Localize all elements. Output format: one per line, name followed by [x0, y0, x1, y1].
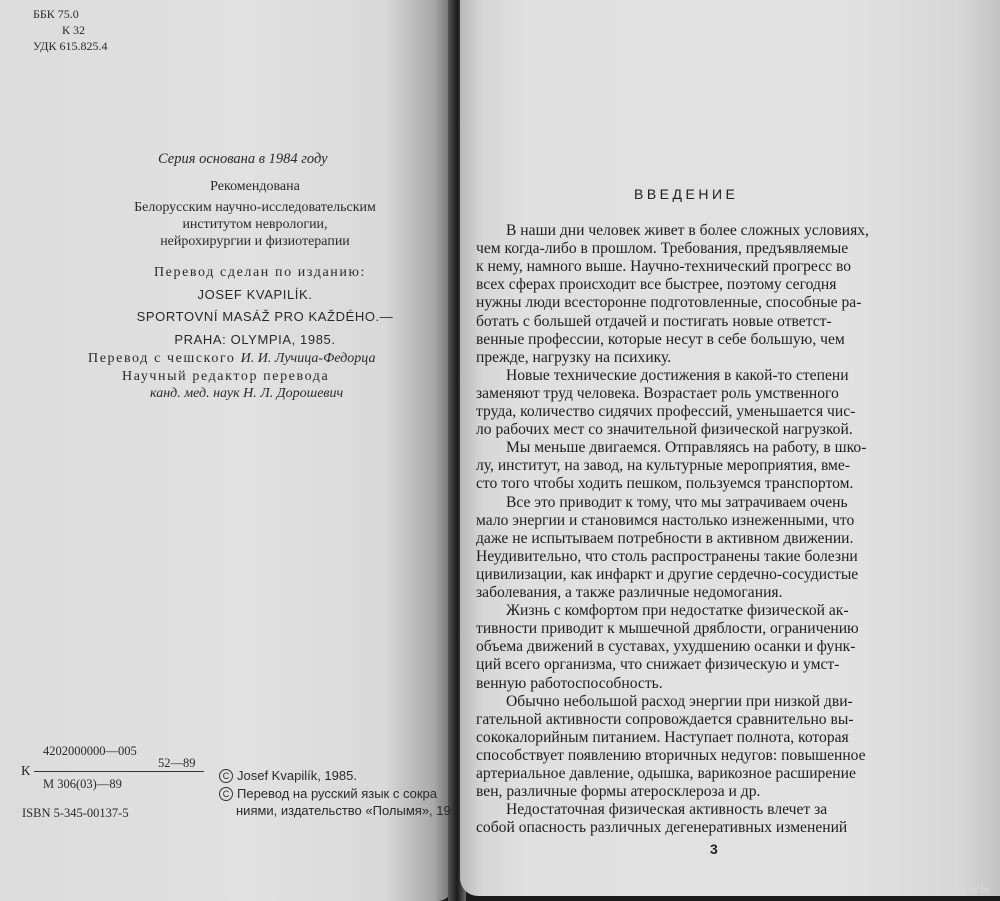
- body-line-text: Недостаточная физическая активность влечет за: [506, 801, 828, 819]
- body-line: [476, 729, 946, 747]
- left-page: [0, 0, 452, 901]
- copyright-line-3: ниями, издательство «Полымя», 19: [236, 803, 451, 818]
- body-line-text: цивилизации, как инфаркт и другие сердечно-сосудистые: [476, 565, 859, 583]
- translator-label: Перевод с чешского: [88, 351, 236, 366]
- body-line: [476, 331, 946, 349]
- k-letter: К: [21, 764, 31, 779]
- body-line-text: всех сферах происходит все быстрее, поэтому сегодня: [476, 276, 837, 294]
- original-author: JOSEF KVAPILÍK.: [197, 287, 313, 302]
- body-line-text: труда, количество сидячих профессий, уменьшается чис-: [476, 403, 856, 420]
- body-line-text: способствует появлению вторичных недугов: повышенное: [476, 746, 866, 764]
- k-fraction-top: 4202000000—005: [43, 744, 137, 758]
- body-line: [476, 675, 946, 693]
- body-line: [476, 530, 946, 548]
- k-suffix: 52—89: [158, 756, 196, 770]
- body-line-text: мало энергии и становимся настолько изнеженными, что: [476, 511, 855, 529]
- body-line: [476, 494, 946, 512]
- body-line-text: вен, различные формы атеросклероза и др.: [476, 783, 761, 801]
- editor-label: Научный редактор перевода: [122, 369, 330, 384]
- copyright-line-2: C Перевод на русский язык с сокра: [219, 786, 437, 801]
- body-line: [476, 620, 946, 638]
- body-line-text: Новые технические достижения в какой-то степени: [506, 366, 849, 384]
- body-line-text: чем когда-либо в прошлом. Требования, предъявляемые: [476, 240, 849, 258]
- body-line-text: Неудивительно, что столь распространены такие болезни: [476, 547, 858, 565]
- bbk-code: ББК 75.0: [33, 7, 79, 21]
- body-line: [476, 747, 946, 765]
- body-line: [476, 765, 946, 783]
- body-line: [476, 548, 946, 566]
- body-line: [476, 711, 946, 729]
- isbn: ISBN 5-345-00137-5: [22, 806, 129, 820]
- body-line: [476, 367, 946, 385]
- copyright-icon: C: [219, 787, 233, 801]
- body-line-text: объема движений в суставах, ухудшению осанки и функ-: [476, 638, 856, 656]
- body-line: [476, 421, 946, 439]
- body-line: [476, 313, 946, 331]
- translator-name: И. И. Лучица-Федорца: [240, 351, 376, 366]
- body-line: [476, 222, 946, 240]
- body-line-text: к нему, намного выше. Научно-технический прогресс во: [476, 258, 852, 276]
- body-line-text: ботать с большей отдачей и постигать новые ответст-: [476, 312, 832, 330]
- institution-line-1: Белорусским научно-исследовательским: [134, 200, 376, 215]
- body-line-text: ло рабочих мест со значительной физической нагрузкой.: [476, 421, 853, 439]
- body-line-text: гательной активности сопровождается сравнительно вы-: [476, 710, 854, 728]
- body-line: [476, 439, 946, 457]
- body-line: [476, 276, 946, 294]
- body-line: [476, 819, 946, 837]
- body-line: [476, 693, 946, 711]
- chapter-heading: ВВЕДЕНИЕ: [634, 186, 739, 202]
- body-line: [476, 584, 946, 602]
- body-line-text: Обычно небольшой расход энергии при низкой дви-: [506, 692, 853, 710]
- body-line-text: артериальное давление, одышка, варикозное расширение: [476, 765, 856, 782]
- watermark-text: www.ay.by: [944, 885, 992, 896]
- body-line: [476, 656, 946, 674]
- body-line-text: нужны люди всесторонне подготовленные, способные ра-: [476, 294, 862, 312]
- original-publisher: PRAHA: OLYMPIA, 1985.: [174, 332, 336, 347]
- page-number: 3: [710, 841, 718, 857]
- original-title: SPORTOVNÍ MASÁŽ PRO KAŽDÉHO.—: [136, 309, 394, 324]
- body-line-text: В наши дни человек живет в более сложных условиях,: [506, 222, 869, 239]
- body-line-text: венную работоспособность.: [476, 674, 663, 692]
- body-line: [476, 638, 946, 656]
- body-line: [476, 512, 946, 530]
- body-line: [476, 801, 946, 819]
- series-note: Серия основана в 1984 году: [158, 151, 328, 167]
- body-line-text: Все это приводит к тому, что мы затрачиваем очень: [506, 493, 848, 511]
- body-line-text: тивности приводит к мышечной дряблости, ограничению: [476, 620, 859, 638]
- body-line: [476, 566, 946, 584]
- body-line-text: Мы меньше двигаемся. Отправляясь на работу, в шко-: [506, 439, 867, 457]
- body-line-text: собой опасность различных дегенеративных изменений: [476, 819, 848, 837]
- body-line-text: сто того чтобы ходить пешком, пользуемся транспортом.: [476, 475, 854, 493]
- institution-line-3: нейрохирургии и физиотерапии: [160, 234, 350, 249]
- translation-source: Перевод сделан по изданию:: [153, 265, 367, 280]
- body-line: [476, 457, 946, 475]
- body-line: [476, 349, 946, 367]
- body-line: [476, 240, 946, 258]
- recommended-label: Рекомендована: [210, 179, 300, 194]
- body-line-text: сококалорийным питанием. Наступает полнота, которая: [476, 728, 849, 746]
- copyright-line-1: C Josef Kvapilík, 1985.: [219, 768, 357, 783]
- institution-line-2: институтом неврологии,: [182, 217, 328, 232]
- body-line-text: лу, институт, на завод, на культурные мероприятия, вме-: [476, 457, 851, 475]
- k-code: К 32: [62, 23, 86, 37]
- body-line-text: заболевания, а также различные недомогания.: [476, 584, 783, 601]
- k-fraction-line: [34, 771, 204, 772]
- body-line: [476, 294, 946, 312]
- body-line: [476, 385, 946, 403]
- body-line: [476, 783, 946, 801]
- translator-line: [88, 350, 375, 367]
- body-line-text: заменяют труд человека. Возрастает роль умственного: [476, 384, 839, 402]
- body-line-text: ций всего организма, что снижает физическую и умст-: [476, 656, 840, 674]
- editor-name: канд. мед. наук Н. Л. Дорошевич: [150, 386, 344, 401]
- body-line: [476, 602, 946, 620]
- copyright-icon: C: [219, 769, 233, 783]
- body-line-text: Жизнь с комфортом при недостатке физической ак-: [506, 602, 849, 620]
- body-line-text: венные профессии, которые несут в себе большую, чем: [476, 330, 845, 348]
- k-fraction-bottom: М 306(03)—89: [43, 777, 122, 791]
- body-line: [476, 475, 946, 493]
- udk-code: УДК 615.825.4: [33, 39, 108, 53]
- body-line: [476, 258, 946, 276]
- body-line-text: даже не испытываем потребности в активном движении.: [476, 529, 854, 547]
- body-line-text: прежде, нагрузку на психику.: [476, 348, 672, 366]
- body-line: [476, 403, 946, 421]
